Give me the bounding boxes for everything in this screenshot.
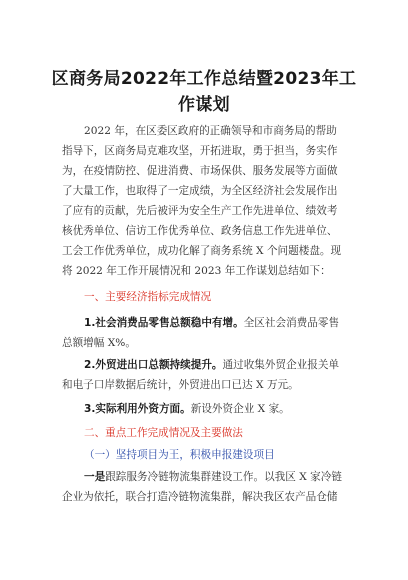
document-title-line-2: 作谋划 (178, 95, 230, 115)
item-2-rest: 通过收集外贸企业报关单 (222, 359, 340, 371)
intro-line-5: 了应有的贡献，先后被评为安全生产工作先进单位、绩效考 (62, 205, 338, 217)
item-1-line-2: 总额增幅 X%。 (62, 337, 136, 349)
intro-line-3: 为，在疫情防控、促进消费、市场保供、服务发展等方面做 (62, 165, 338, 177)
subsection-1-heading: （一）坚持项目为王，积极申报建设项目 (84, 449, 275, 461)
intro-line-7: 工会工作优秀单位，成功化解了商务系统 X 个问题楼盘。现 (62, 245, 342, 257)
item-2-line-1 (84, 358, 352, 372)
item-2-line-2: 和电子口岸数据后统计，外贸进出口已达 X 万元。 (62, 379, 299, 391)
item-1-rest: 全区社会消费品零售 (243, 317, 340, 329)
para-1-line-2: 企业为依托，联合打造冷链物流集群，解决我区农产品仓储 (62, 491, 338, 503)
item-3-lead: 3.实际利用外资方面。 (84, 403, 191, 415)
para-1-lead: 一是 (84, 471, 106, 483)
section-2-heading: 二、重点工作完成情况及主要做法 (84, 427, 243, 439)
intro-line-8: 将 2022 年工作开展情况和 2023 年工作谋划总结如下： (62, 265, 331, 277)
document-title-line-1: 区商务局2022年工作总结暨2023年工 (51, 69, 357, 89)
intro-line-1: 2022 年，在区委区政府的正确领导和市商务局的帮助 (84, 125, 337, 137)
item-1-lead: 1.社会消费品零售总额稳中有增。 (84, 317, 244, 329)
item-1-line-1 (84, 316, 352, 330)
intro-line-2: 指导下，区商务局克难攻坚，开拓进取，勇于担当，务实作 (62, 145, 338, 157)
section-1-heading: 一、主要经济指标完成情况 (84, 291, 212, 303)
intro-line-4: 了大量工作，也取得了一定成绩，为全区经济社会发展作出 (62, 185, 338, 197)
intro-line-6: 核优秀单位、信访工作优秀单位、政务信息工作先进单位、 (62, 225, 338, 237)
item-3-rest: 新设外资企业 X 家。 (190, 403, 290, 415)
para-1-rest: 跟踪服务冷链物流集群建设工作。以我区 X 家冷链 (105, 471, 342, 483)
item-2-lead: 2.外贸进出口总额持续提升。 (84, 359, 223, 371)
item-3-line-1 (84, 402, 352, 416)
para-1-line-1 (84, 470, 352, 484)
